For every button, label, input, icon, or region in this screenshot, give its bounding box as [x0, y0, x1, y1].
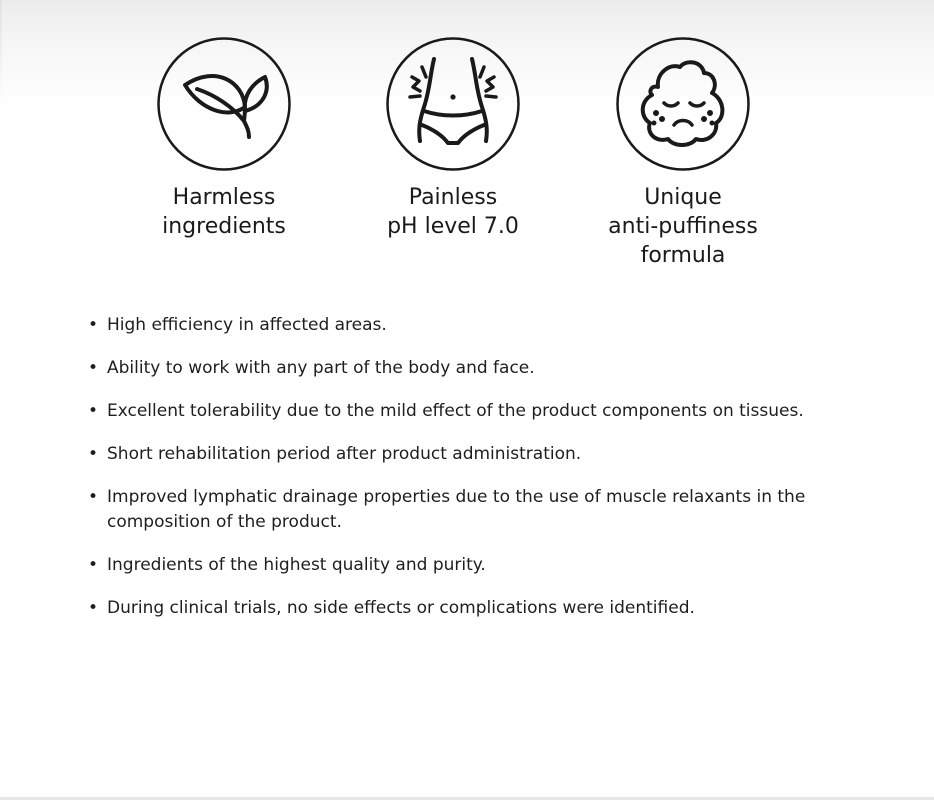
bullet: • [88, 555, 99, 575]
feature-label-line: ingredients [162, 214, 286, 239]
feature-label [104, 183, 344, 241]
feature-label [333, 183, 573, 241]
list-item [88, 442, 848, 467]
bullet: • [88, 358, 99, 378]
list-item [88, 399, 848, 424]
list-item-text: Excellent tolerability due to the mild effect of the product components on tissues. [107, 401, 804, 421]
painless-body-icon [386, 37, 520, 171]
list-item [88, 485, 807, 535]
list-item-text: Improved lymphatic drainage properties due to the use of muscle relaxants in the composition of the product. [107, 487, 806, 532]
feature-label-line: Harmless [172, 185, 276, 210]
list-item [88, 596, 848, 621]
list-item [88, 313, 848, 338]
bullet: • [88, 444, 99, 464]
list-item [88, 553, 848, 578]
feature-label [563, 183, 803, 270]
bullet: • [88, 315, 99, 335]
left-edge-shadow [0, 0, 2, 110]
bullet: • [88, 487, 99, 507]
leaves-icon [157, 37, 291, 171]
benefits-list [88, 313, 848, 639]
feature-label-line: pH level 7.0 [387, 214, 519, 239]
list-item-text: Ingredients of the highest quality and purity. [107, 555, 486, 575]
list-item-text: High efficiency in affected areas. [107, 315, 387, 335]
list-item [88, 356, 848, 381]
puffy-face-icon [616, 37, 750, 171]
list-item-text: Short rehabilitation period after product administration. [107, 444, 582, 464]
list-item-text: During clinical trials, no side effects or complications were identified. [107, 598, 695, 618]
list-item-text: Ability to work with any part of the body and face. [107, 358, 535, 378]
bullet: • [88, 401, 99, 421]
feature-label-line: formula [640, 243, 726, 268]
feature-label-line: Painless [408, 185, 498, 210]
bullet: • [88, 598, 99, 618]
feature-anti-puffiness [563, 37, 803, 270]
feature-label-line: anti-puffiness [608, 214, 758, 239]
feature-painless [333, 37, 573, 241]
feature-harmless-ingredients [104, 37, 344, 241]
feature-label-line: Unique [644, 185, 722, 210]
